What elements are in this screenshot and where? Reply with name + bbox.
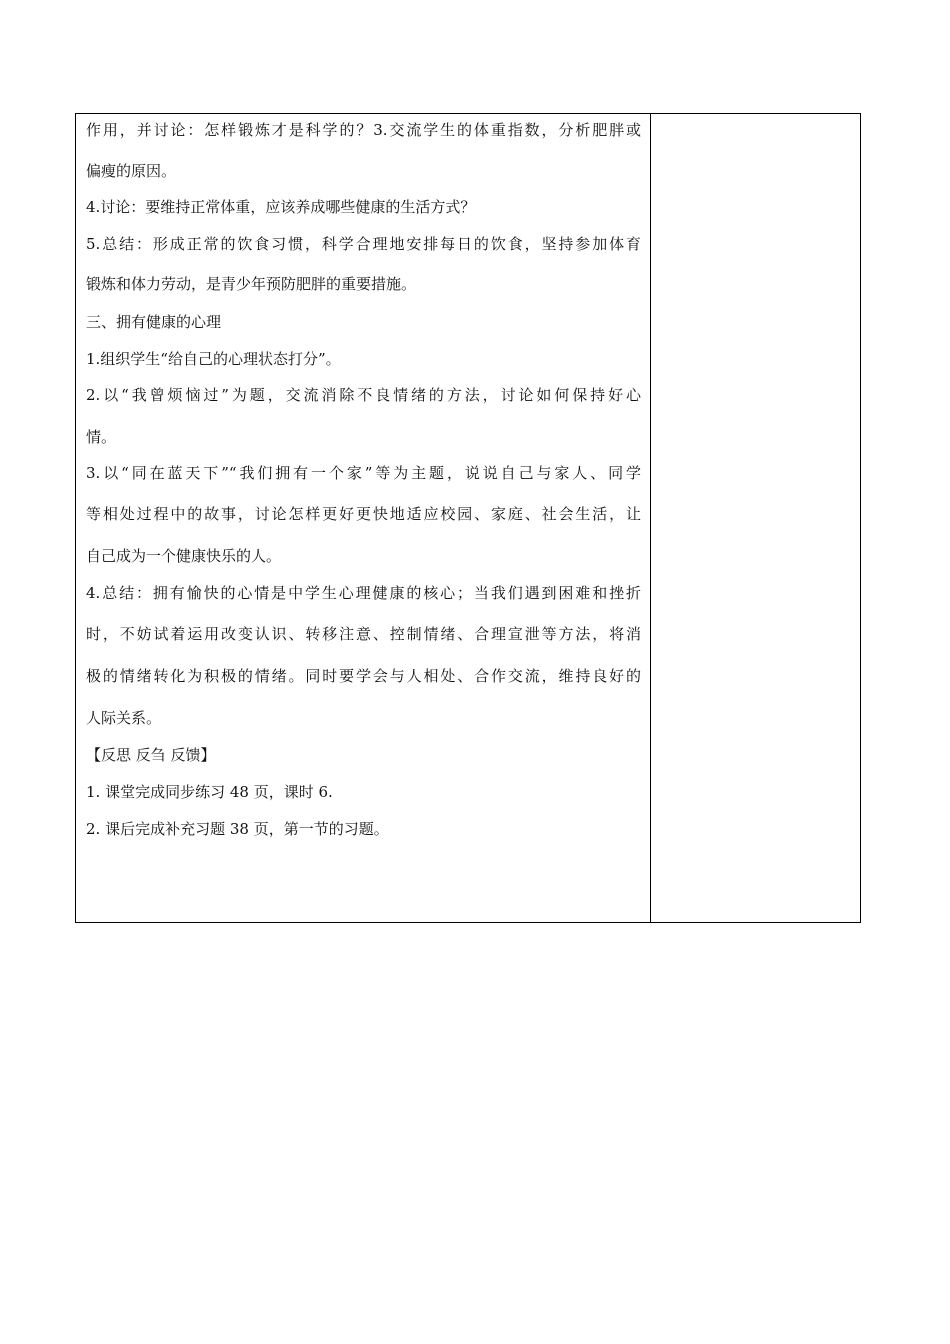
text-line: 3.以“同在蓝天下”“我们拥有一个家”等为主题，说说自己与家人、同学 xyxy=(86,464,641,482)
text-line: 锻炼和体力劳动，是青少年预防肥胖的重要措施。 xyxy=(86,275,417,293)
text-line: 极的情绪转化为积极的情绪。同时要学会与人相处、合作交流，维持良好的 xyxy=(86,667,641,685)
text-line: 作用，并讨论：怎样锻炼才是科学的？3.交流学生的体重指数，分析肥胖或 xyxy=(86,121,641,139)
text-line: 人际关系。 xyxy=(86,709,162,727)
text-line: 2.以“我曾烦恼过”为题，交流消除不良情绪的方法，讨论如何保持好心 xyxy=(86,386,641,404)
notes-cell xyxy=(651,114,860,922)
text-line: 情。 xyxy=(86,428,117,446)
text-line: 自己成为一个健康快乐的人。 xyxy=(86,547,282,565)
text-line: 等相处过程中的故事，讨论怎样更好更快地适应校园、家庭、社会生活，让 xyxy=(86,505,641,523)
text-line: 1.组织学生“给自己的心理状态打分”。 xyxy=(86,350,341,368)
text-line: 偏瘦的原因。 xyxy=(86,162,177,180)
lesson-table xyxy=(75,113,861,923)
text-line: 4.总结：拥有愉快的心情是中学生心理健康的核心；当我们遇到困难和挫折 xyxy=(86,584,641,602)
text-line: 时，不妨试着运用改变认识、转移注意、控制情绪、合理宣泄等方法，将消 xyxy=(86,625,641,643)
list-item: 2. 课后完成补充习题 38 页，第一节的习题。 xyxy=(86,820,389,838)
section-heading: 三、拥有健康的心理 xyxy=(86,313,222,331)
list-item: 1. 课堂完成同步练习 48 页，课时 6. xyxy=(86,783,333,801)
text-line: 5.总结：形成正常的饮食习惯，科学合理地安排每日的饮食，坚持参加体育 xyxy=(86,235,641,253)
lesson-content-cell xyxy=(76,114,651,922)
section-heading: 【反思 反刍 反馈】 xyxy=(86,746,216,764)
text-line: 4.讨论：要维持正常体重，应该养成哪些健康的生活方式？ xyxy=(86,198,476,216)
